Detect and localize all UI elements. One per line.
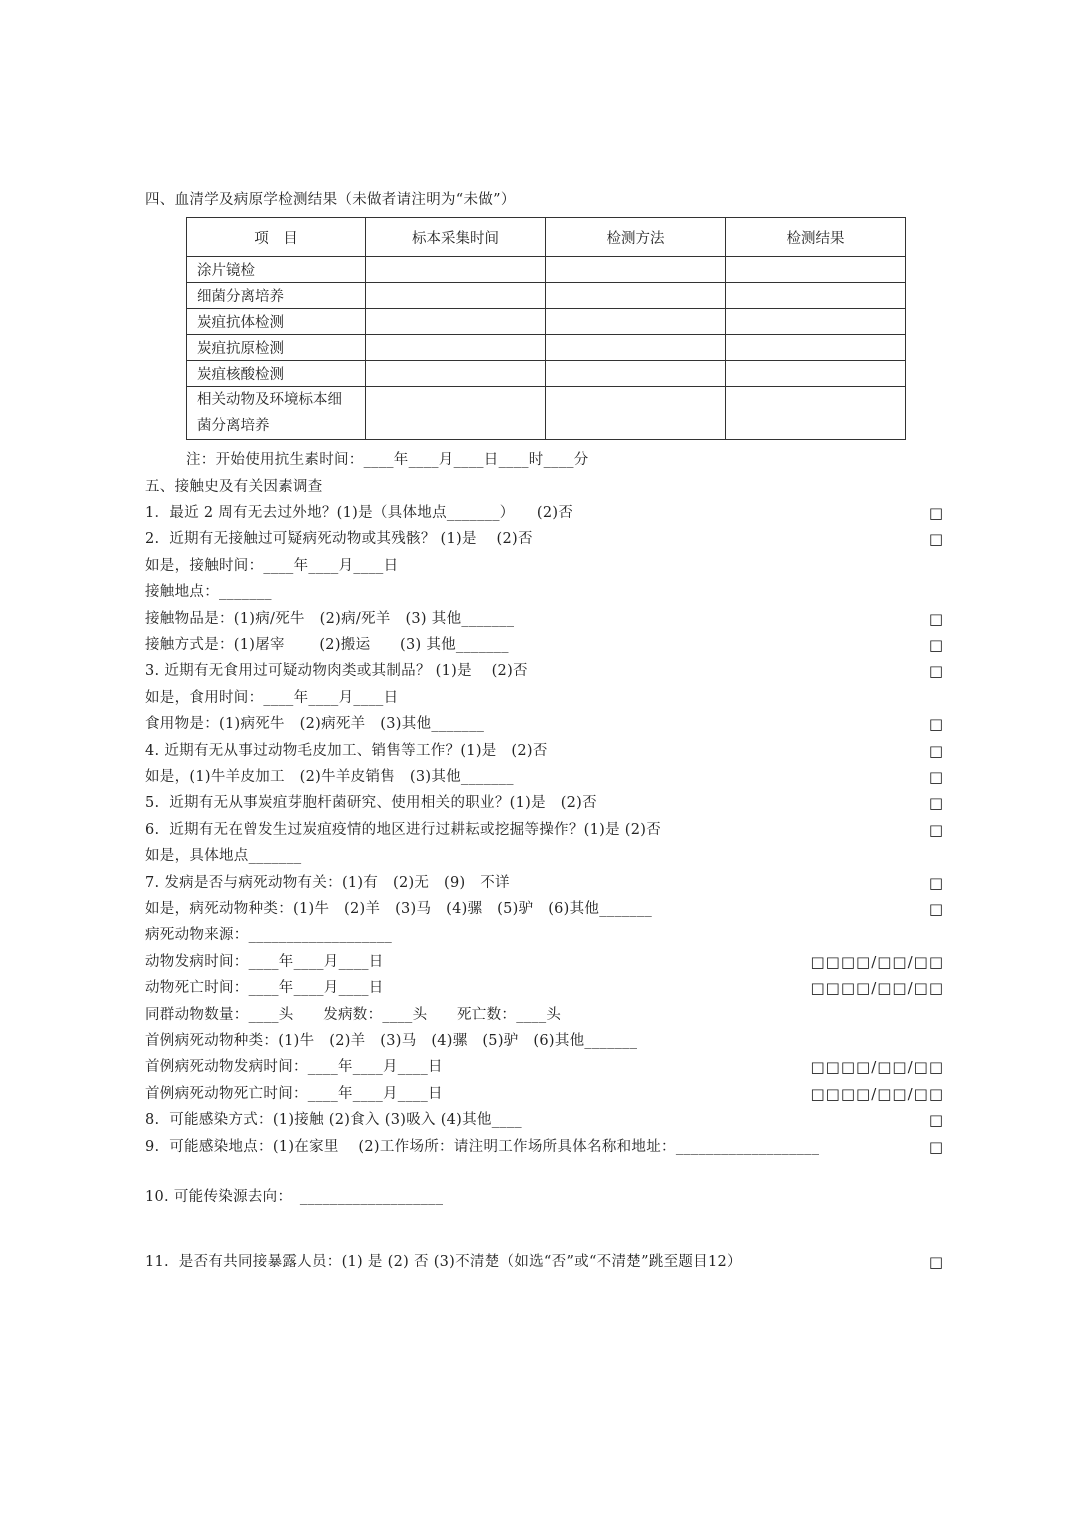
table-row <box>187 257 906 283</box>
question-line: 1．最近 2 周有无去过外地？(1)是（具体地点_______） (2)否 <box>145 505 574 521</box>
row-label: 炭疽抗原检测 <box>187 335 366 361</box>
cell-method[interactable] <box>546 387 726 440</box>
section4-title: 四、血清学及病原学检测结果（未做者请注明为“未做”） <box>145 192 516 208</box>
header-sample-time: 标本采集时间 <box>366 218 546 257</box>
question-line: 接触方式是：(1)屠宰 (2)搬运 (3) 其他_______ <box>145 637 509 653</box>
question-line: 动物发病时间：____年____月____日 <box>145 954 384 970</box>
cell-method[interactable] <box>546 335 726 361</box>
cell-sample-time[interactable] <box>366 283 546 309</box>
cell-sample-time[interactable] <box>366 387 546 440</box>
cell-result[interactable] <box>726 335 906 361</box>
table-row <box>187 283 906 309</box>
answer-box[interactable]: □ <box>928 530 944 548</box>
question-line: 2. 近期有无接触过可疑病死动物或其残骸？ (1)是 (2)否 <box>145 531 533 547</box>
table-row <box>187 361 906 387</box>
header-item: 项 目 <box>187 218 366 257</box>
question-line: 接触物品是：(1)病/死牛 (2)病/死羊 (3) 其他_______ <box>145 611 515 627</box>
answer-box[interactable]: □ <box>928 1111 944 1129</box>
answer-box[interactable]: □ <box>928 1138 944 1156</box>
cell-method[interactable] <box>546 309 726 335</box>
cell-result[interactable] <box>726 309 906 335</box>
answer-box[interactable]: □ <box>928 900 944 918</box>
question-line: 接触地点：_______ <box>145 584 272 600</box>
answer-box[interactable]: □ <box>928 821 944 839</box>
question-line: 食用物是：(1)病死牛 (2)病死羊 (3)其他_______ <box>145 716 485 732</box>
answer-box[interactable]: □ <box>928 794 944 812</box>
answer-box[interactable]: □ <box>928 742 944 760</box>
question-line: 动物死亡时间：____年____月____日 <box>145 980 384 996</box>
date-code-boxes[interactable]: □□□□/□□/□□ <box>810 979 944 997</box>
section5-title: 五、接触史及有关因素调查 <box>145 479 323 495</box>
date-code-boxes[interactable]: □□□□/□□/□□ <box>810 1085 944 1103</box>
row-label: 相关动物及环境标本细菌分离培养 <box>187 387 366 440</box>
question-line: 病死动物来源：___________________ <box>145 927 393 943</box>
header-result: 检测结果 <box>726 218 906 257</box>
question-line: 4. 近期有无从事过动物毛皮加工、销售等工作？(1)是 (2)否 <box>145 743 548 759</box>
question-line: 如是，接触时间：____年____月____日 <box>145 558 399 574</box>
answer-box[interactable]: □ <box>928 610 944 628</box>
question-10: 10. 可能传染源去向： ___________________ <box>145 1189 444 1205</box>
cell-sample-time[interactable] <box>366 335 546 361</box>
header-method: 检测方法 <box>546 218 726 257</box>
row-label: 炭疽抗体检测 <box>187 309 366 335</box>
date-code-boxes[interactable]: □□□□/□□/□□ <box>810 1058 944 1076</box>
question-line: 9. 可能感染地点：(1)在家里 (2)工作场所：请注明工作场所具体名称和地址：___________________ <box>145 1139 820 1155</box>
question-line: 6. 近期有无在曾发生过炭疽疫情的地区进行过耕耘或挖掘等操作？(1)是 (2)否 <box>145 822 662 838</box>
cell-method[interactable] <box>546 283 726 309</box>
table-header-row <box>187 218 906 257</box>
answer-box[interactable]: □ <box>928 768 944 786</box>
question-line: 如是，食用时间：____年____月____日 <box>145 690 399 706</box>
question-11: 11. 是否有共同接暴露人员：(1) 是 (2) 否 (3)不清楚（如选“否”或“不清楚”跳至题目12） <box>145 1254 742 1270</box>
antibiotic-note: 注：开始使用抗生素时间：____年____月____日____时____分 <box>186 452 589 468</box>
question-line: 7. 发病是否与病死动物有关：(1)有 (2)无 (9) 不详 <box>145 875 510 891</box>
row-label: 涂片镜检 <box>187 257 366 283</box>
question-line: 3. 近期有无食用过可疑动物肉类或其制品？ (1)是 (2)否 <box>145 663 528 679</box>
cell-result[interactable] <box>726 283 906 309</box>
cell-sample-time[interactable] <box>366 361 546 387</box>
cell-result[interactable] <box>726 361 906 387</box>
results-table <box>186 217 906 440</box>
row-label: 细菌分离培养 <box>187 283 366 309</box>
question-line: 5. 近期有无从事炭疽芽胞杆菌研究、使用相关的职业？(1)是 (2)否 <box>145 795 597 811</box>
question-line: 首例病死动物种类：(1)牛 (2)羊 (3)马 (4)骡 (5)驴 (6)其他_______ <box>145 1033 638 1049</box>
cell-sample-time[interactable] <box>366 257 546 283</box>
question-line: 首例病死动物发病时间：____年____月____日 <box>145 1059 443 1075</box>
question-line: 首例病死动物死亡时间：____年____月____日 <box>145 1086 443 1102</box>
question-line: 如是，病死动物种类：(1)牛 (2)羊 (3)马 (4)骡 (5)驴 (6)其他_______ <box>145 901 653 917</box>
answer-box[interactable]: □ <box>928 662 944 680</box>
cell-result[interactable] <box>726 257 906 283</box>
row-label: 炭疽核酸检测 <box>187 361 366 387</box>
question-line: 如是，具体地点_______ <box>145 848 302 864</box>
question-line: 同群动物数量：____头 发病数：____头 死亡数：____头 <box>145 1007 562 1023</box>
answer-box[interactable]: □ <box>928 1253 944 1271</box>
answer-box[interactable]: □ <box>928 874 944 892</box>
answer-box[interactable]: □ <box>928 504 944 522</box>
table-row <box>187 309 906 335</box>
table-row <box>187 335 906 361</box>
date-code-boxes[interactable]: □□□□/□□/□□ <box>810 953 944 971</box>
cell-result[interactable] <box>726 387 906 440</box>
cell-sample-time[interactable] <box>366 309 546 335</box>
question-line: 8. 可能感染方式：(1)接触 (2)食入 (3)吸入 (4)其他____ <box>145 1112 522 1128</box>
question-line: 如是，(1)牛羊皮加工 (2)牛羊皮销售 (3)其他_______ <box>145 769 514 785</box>
answer-box[interactable]: □ <box>928 715 944 733</box>
answer-box[interactable]: □ <box>928 636 944 654</box>
table-row <box>187 387 906 440</box>
cell-method[interactable] <box>546 257 726 283</box>
cell-method[interactable] <box>546 361 726 387</box>
